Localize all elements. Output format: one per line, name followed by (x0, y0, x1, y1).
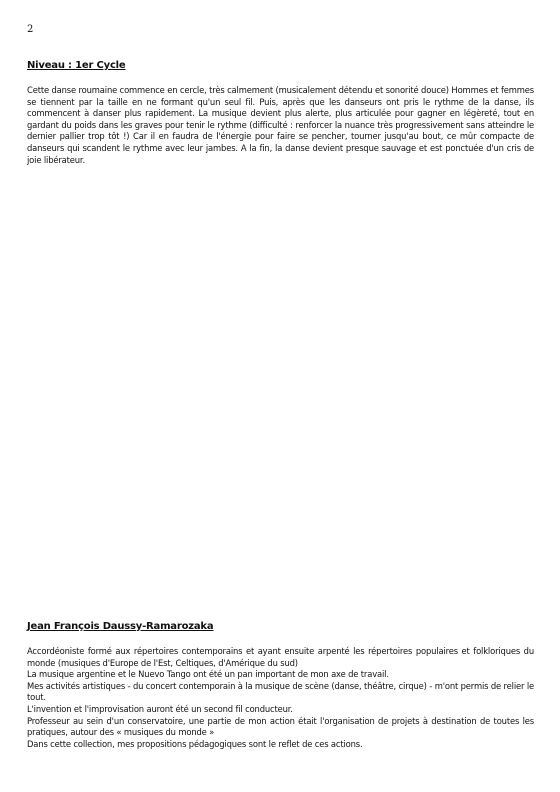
page-number: 2 (27, 24, 34, 35)
dance-description-paragraph: Cette danse roumaine commence en cercle, très calmement (musicalement détendu et sonorité douce) Hommes et femmes se tiennent par la taille en ne formant qu'un seul fil. Puis, après que les danseurs ont pris le rythme de la danse, ils commencent à danser plus rapidement. La musique devient plus alerte, plus articulée pour gagner en légèreté, tout en gardant du poids dans les graves pour tenir le rythme (difficulté : renforcer la nuance très progressivement sans atteindre le dernier pallier trop tôt !) Car il en faudra de l'énergie pour faire se pencher, tourner jusqu'au bout, ce mûr compacte de danseurs qui scandent le rythme avec leur jambes. A la fin, la danse devient presque sauvage et est ponctuée d'un cris de joie libérateur. (27, 85, 534, 165)
bio-line-tango: La musique argentine et le Nuevo Tango ont été un pan important de mon axe de travail. (27, 669, 389, 680)
author-biography (27, 646, 534, 750)
level-heading: Niveau : 1er Cycle (27, 60, 126, 71)
author-heading: Jean François Daussy-Ramarozaka (27, 621, 214, 632)
bio-line-training: Accordéoniste formé aux répertoires contemporains et ayant ensuite arpenté les répertoires populaires et folkloriques du monde (musiques d'Europe de l'Est, Celtiques, d'Amérique du sud) (27, 646, 534, 668)
bio-line-collection: Dans cette collection, mes propositions pédagogiques sont le reflet de ces actions. (27, 738, 363, 749)
bio-line-improvisation: L'invention et l'improvisation auront été un second fil conducteur. (27, 703, 293, 714)
bio-line-activities: Mes activités artistiques - du concert contemporain à la musique de scène (danse, théâtre, cirque) - m'ont permis de relier le tout. (27, 680, 534, 703)
bio-line-teaching: Professeur au sein d'un conservatoire, une partie de mon action était l'organisation de projets à destination de toutes les pratiques, autour des « musiques du monde » (27, 715, 534, 738)
